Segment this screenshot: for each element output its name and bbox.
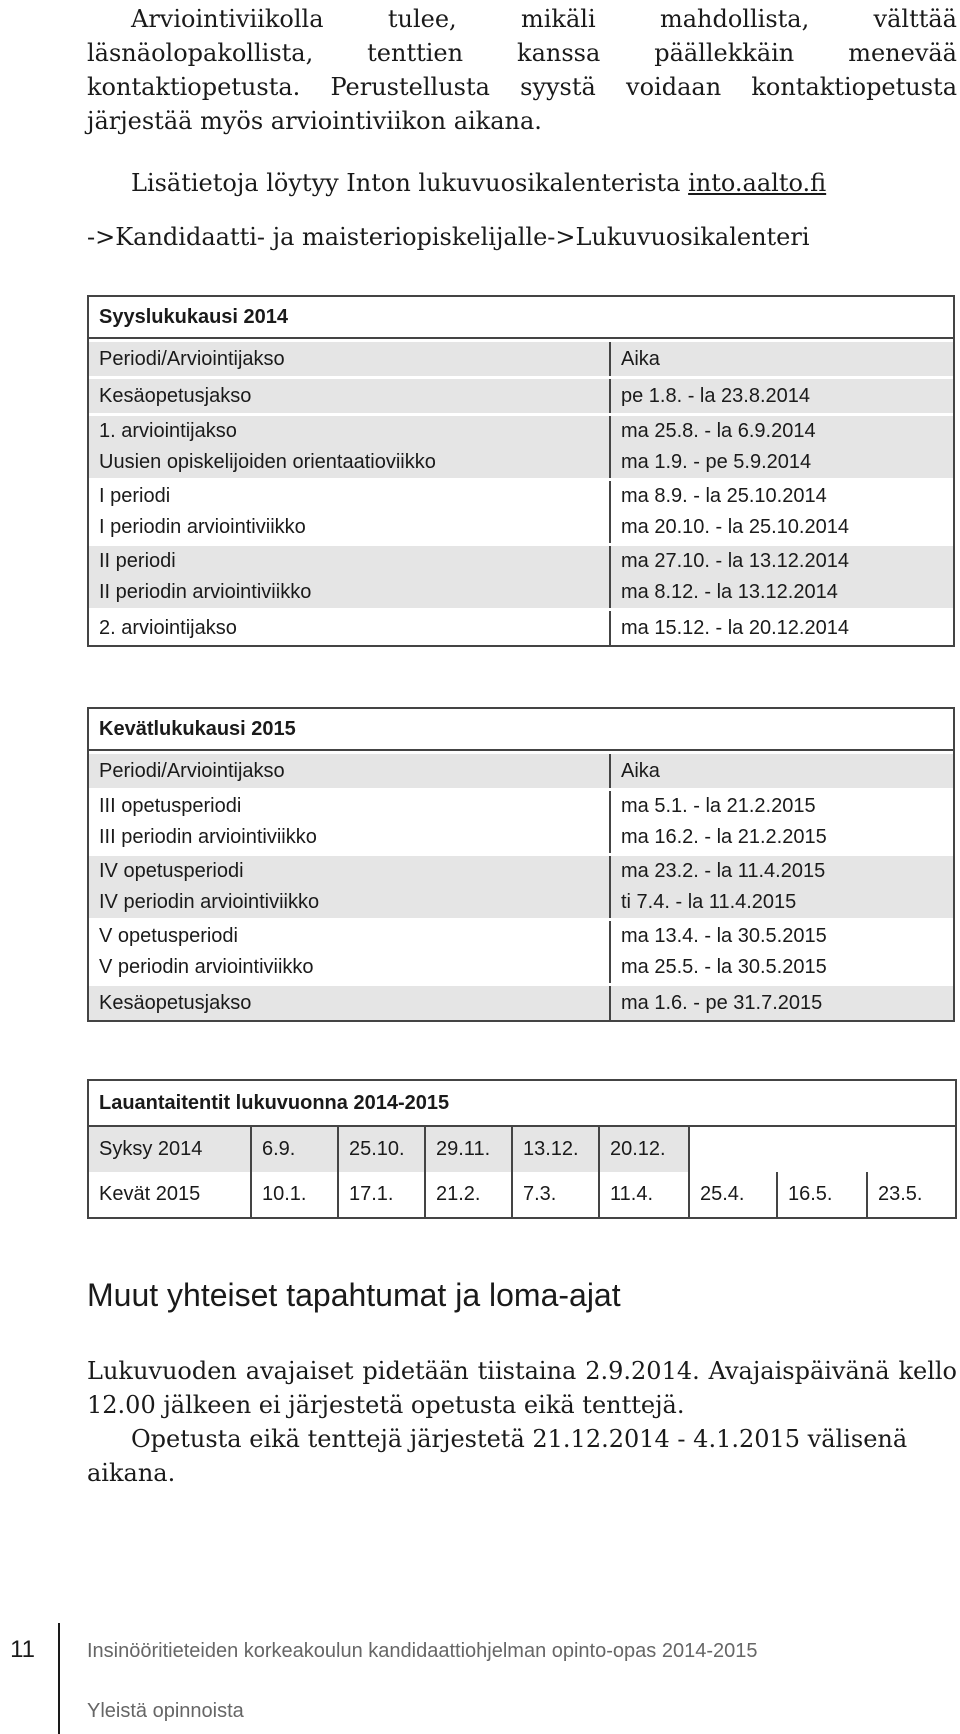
table-cell: IV periodin arviointiviikko [99,891,320,913]
table-cell: III periodin arviointiviikko [99,826,317,848]
table-cell: ma 15.12. - la 20.12.2014 [610,611,954,646]
table-cell: 7.3. [512,1172,599,1218]
table-cell: pe 1.8. - la 23.8.2014 [610,379,954,413]
table-cell: ma 13.4. - la 30.5.2015 [610,921,954,952]
table-cell: 13.12. [512,1126,599,1172]
info-text: Lisätietoja löytyy Inton lukuvuosikalenterista [131,169,689,197]
autumn-col1: Periodi/Arviointijakso [99,347,285,370]
table-cell: ma 8.9. - la 25.10.2014 [610,481,954,512]
table-cell: Kesäopetusjakso [99,384,252,407]
table-cell: 29.11. [425,1126,512,1172]
saturday-table [87,1079,957,1219]
table-cell: V opetusperiodi [99,925,238,947]
section-heading: Muut yhteiset tapahtumat ja loma-ajat [87,1277,621,1313]
saturday-title: Lauantaitentit lukuvuonna 2014-2015 [99,1091,450,1114]
table-cell: 17.1. [338,1172,425,1218]
table-cell: Syksy 2014 [88,1126,251,1172]
table-cell: ma 20.10. - la 25.10.2014 [610,512,954,543]
table-cell: Kevät 2015 [99,1183,201,1205]
table-cell: 6.9. [251,1126,338,1172]
table-cell: Kesäopetusjakso [99,991,252,1014]
spring-table [87,707,955,1022]
table-cell: ma 8.12. - la 13.12.2014 [610,577,954,608]
spring-title: Kevätlukukausi 2015 [99,717,296,740]
table-cell: III opetusperiodi [99,795,242,817]
footer-subtitle: Yleistä opinnoista [87,1700,244,1722]
table-cell: 25.10. [338,1126,425,1172]
footer-title: Insinööritieteiden korkeakoulun kandidaattiohjelman opinto-opas 2014-2015 [87,1640,758,1662]
table-cell [689,1126,777,1172]
table-cell [777,1126,867,1172]
table-cell: 21.2. [425,1172,512,1218]
table-cell: 11.4. [599,1172,689,1218]
table-cell: IV opetusperiodi [99,860,244,882]
page-number: 11 [10,1636,35,1663]
autumn-table [87,295,955,647]
table-cell: II periodin arviointiviikko [99,581,312,603]
table-cell: I periodin arviointiviikko [99,516,306,538]
table-cell: ma 1.6. - pe 31.7.2015 [610,986,954,1021]
intro-paragraph: Arviointiviikolla tulee, mikäli mahdollista, välttää läsnäolopakollista, tenttien kanssa päällekkäin menevää kontaktiopetusta. Perustellusta syystä voidaan kontaktiopetusta järjestää myös arviointiviikon aikana. [87,5,957,135]
table-cell: I periodi [99,485,171,507]
table-cell: 25.4. [689,1172,777,1218]
section-paragraph-1: Lukuvuoden avajaiset pidetään tiistaina 2.9.2014. Avajaispäivänä kello 12.00 jälkeen ei järjestetä opetusta eikä tenttejä. [87,1357,957,1419]
table-cell: 2. arviointijakso [99,616,237,639]
footer-divider [58,1623,60,1734]
table-cell: ma 27.10. - la 13.12.2014 [610,546,954,577]
table-cell: ma 16.2. - la 21.2.2015 [610,822,954,853]
table-cell: II periodi [99,550,176,572]
table-cell: V periodin arviointiviikko [99,956,314,978]
table-cell: 23.5. [867,1172,956,1218]
autumn-col2: Aika [610,342,954,376]
into-link[interactable]: into.aalto.fi [688,169,827,197]
table-cell: 20.12. [599,1126,689,1172]
autumn-title: Syyslukukausi 2014 [99,305,289,328]
table-cell: 10.1. [251,1172,338,1218]
info-paragraph [87,166,957,200]
section-paragraph-2: Opetusta eikä tenttejä järjestetä 21.12.2014 - 4.1.2015 välisenä aikana. [87,1425,908,1487]
spring-col1: Periodi/Arviointijakso [99,759,285,782]
table-cell: ma 25.8. - la 6.9.2014 [610,416,954,447]
table-cell: ma 23.2. - la 11.4.2015 [610,856,954,887]
table-cell: ti 7.4. - la 11.4.2015 [610,887,954,918]
table-cell: ma 5.1. - la 21.2.2015 [610,791,954,822]
table-cell: Uusien opiskelijoiden orientaatioviikko [99,451,436,473]
table-cell: 16.5. [777,1172,867,1218]
spring-col2: Aika [610,754,954,788]
table-cell [867,1126,956,1172]
table-cell: ma 25.5. - la 30.5.2015 [610,952,954,983]
table-cell: 1. arviointijakso [99,420,237,442]
info-path: ->Kandidaatti- ja maisteriopiskelijalle->Lukuvuosikalenteri [87,223,810,251]
table-cell: ma 1.9. - pe 5.9.2014 [610,447,954,478]
